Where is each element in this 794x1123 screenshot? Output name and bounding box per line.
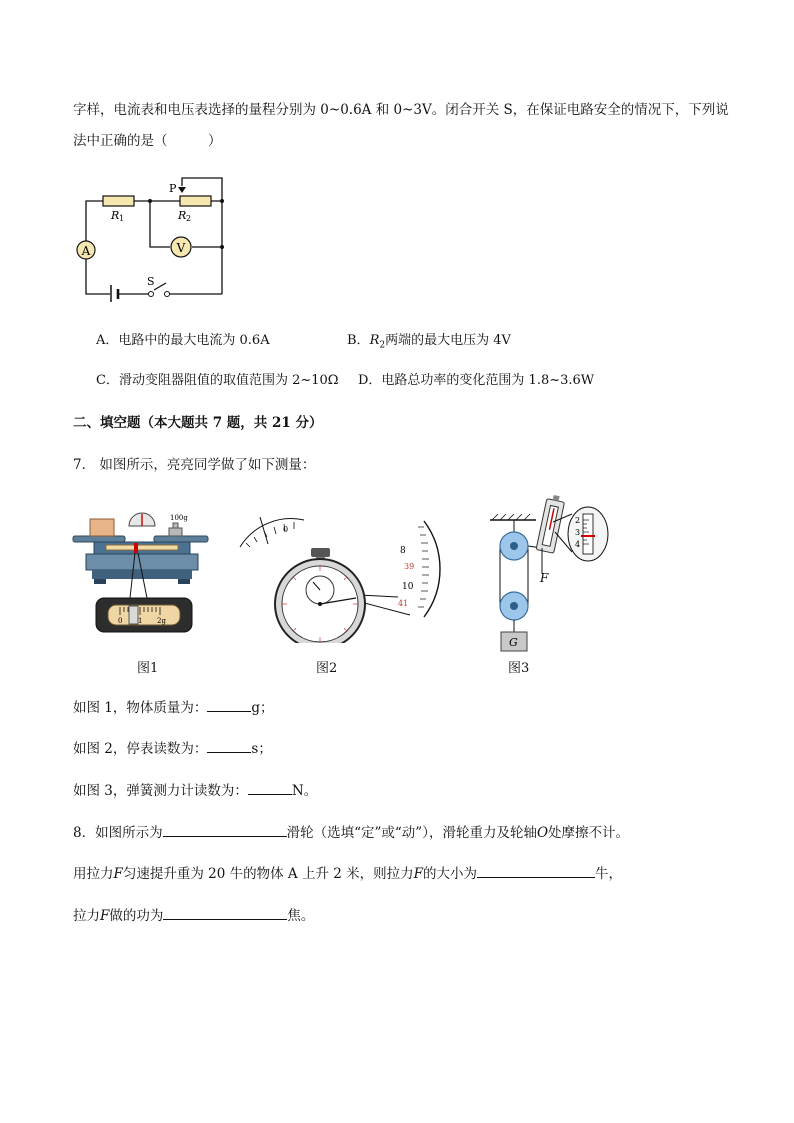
fig2-caption: 图2	[316, 661, 338, 676]
stopwatch-figure	[238, 517, 444, 643]
option-c: C．滑动变阻器阻值的取值范围为 2~10Ω	[96, 373, 339, 388]
work-value-blank[interactable]	[163, 906, 287, 920]
scale-1: 1	[138, 617, 143, 625]
q8-line1: 8．如图所示为 滑轮（选填“定”或“动”），滑轮重力及轮轴O处摩擦不计。	[73, 825, 630, 841]
q8-line2: 用拉力F匀速提升重为 20 牛的物体 A 上升 2 米，则拉力F的大小为 牛，	[73, 866, 623, 882]
circuit-diagram	[70, 172, 235, 302]
block-label: G	[509, 636, 518, 649]
slider-label: P	[169, 182, 177, 195]
sec-scale-8: 8	[400, 546, 406, 556]
pulley-scale-figure	[488, 492, 613, 652]
q6-stem-line2: 法中正确的是（ ）	[73, 133, 222, 149]
sec-scale-10: 10	[402, 582, 414, 592]
section-heading: 二、填空题（本大题共 7 题，共 21 分）	[73, 415, 323, 431]
mass-blank[interactable]	[207, 698, 251, 712]
resistor-r2	[180, 196, 211, 206]
spring-scale-blank[interactable]	[248, 781, 292, 795]
resistor-r1	[103, 196, 134, 206]
pulley-type-blank[interactable]	[163, 823, 287, 837]
force-label: F	[540, 571, 549, 585]
fill-mass: 如图 1，物体质量为： g；	[73, 700, 274, 716]
scale-2g: 2g	[157, 617, 166, 625]
r2-label: R	[178, 209, 187, 222]
fill-stopwatch: 如图 2，停表读数为： s；	[73, 741, 272, 757]
object-block	[90, 519, 114, 536]
weight-label: 100g	[170, 514, 188, 522]
ammeter-label: A	[81, 244, 91, 258]
zoom-scale-3: 3	[575, 528, 581, 537]
sec-scale-41: 41	[398, 599, 409, 608]
option-d: D．电路总功率的变化范围为 1.8~3.6W	[358, 373, 595, 388]
minute-scale-0: 0	[283, 525, 289, 534]
q8-line3: 拉力F做的功为 焦。	[73, 908, 315, 924]
force-value-blank[interactable]	[477, 864, 595, 878]
fig1-caption: 图1	[137, 661, 159, 676]
zoom-scale-2: 2	[575, 516, 581, 525]
r1-label: R	[111, 209, 120, 222]
fill-spring-scale: 如图 3，弹簧测力计读数为： N。	[73, 783, 318, 799]
q6-stem-line1: 字样，电流表和电压表选择的量程分别为 0~0.6A 和 0~3V。闭合开关 S，在保证电路安全的情况下，下列说	[73, 102, 729, 118]
switch-label: S	[147, 275, 155, 288]
option-a: A．电路中的最大电流为 0.6A	[96, 333, 270, 348]
stopwatch-blank[interactable]	[207, 739, 251, 753]
balance-figure	[72, 508, 212, 636]
option-b: B．$R_2$两端的最大电压为 4V	[347, 333, 511, 351]
sec-scale-39: 39	[404, 562, 415, 571]
scale-0: 0	[118, 617, 123, 625]
r2-subscript: 2	[186, 214, 192, 223]
zoom-scale-4: 4	[575, 540, 581, 549]
voltmeter-label: V	[176, 241, 186, 255]
weight-icon	[169, 528, 182, 536]
r1-subscript: 1	[119, 214, 125, 223]
q7-stem: 7． 如图所示，亮亮同学做了如下测量：	[73, 457, 316, 473]
fig3-caption: 图3	[508, 661, 530, 676]
